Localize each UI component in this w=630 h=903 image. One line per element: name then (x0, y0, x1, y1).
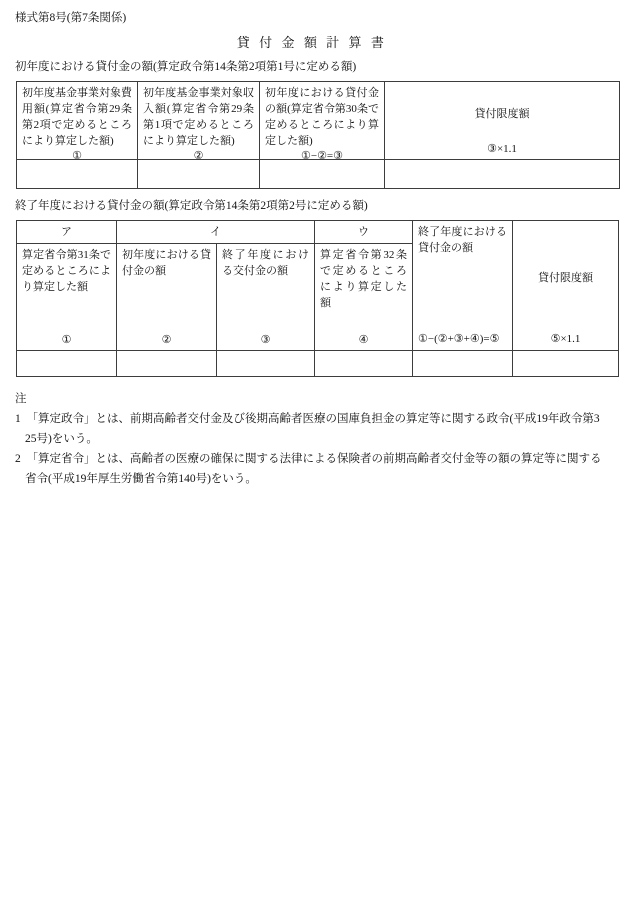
header-formula: ①−②=③ (301, 150, 343, 162)
table1-col3-header (260, 82, 385, 160)
note-line: 省令(平成19年厚生労働省令第140号)をいう。 (25, 473, 257, 485)
table1-limit-header (385, 82, 620, 160)
header-text: 初年度における貸付金の額(算定省令第30条で定めるところにより算定した額) (265, 87, 379, 147)
header-formula: ① (72, 150, 82, 162)
amount-cell[interactable] (385, 160, 620, 189)
table2-col3-header (217, 244, 315, 351)
section1-heading: 初年度における貸付金の額(算定政令第14条第2項第1号に定める額) (15, 61, 357, 73)
note-line: 25号)をいう。 (25, 433, 98, 445)
amount-cell[interactable] (513, 351, 619, 377)
header-text: 終了年度における交付金の額 (222, 249, 309, 277)
notes-label: 注 (15, 393, 27, 405)
notes-section (15, 389, 615, 489)
amount-cell[interactable] (315, 351, 413, 377)
header-text: 算定省令第31条で定めるところにより算定した額 (22, 249, 111, 293)
form-number-label: 様式第8号(第7条関係) (15, 12, 127, 24)
note-item (15, 409, 615, 449)
amount-cell[interactable] (117, 351, 217, 377)
header-formula: ① (61, 334, 72, 346)
document-title: 貸付金額計算書 (236, 35, 394, 50)
header-formula: ⑤×1.1 (550, 333, 581, 345)
group-header-a: ア (17, 221, 117, 244)
header-text: 初年度基金事業対象収入額(算定省令第29条第1項で定めるところにより算定した額) (143, 87, 254, 147)
header-text: 初年度における貸付金の額 (122, 249, 211, 277)
final-year-loan-table (16, 220, 619, 377)
note-line: 2 「算定省令」とは、高齢者の医療の確保に関する法律による保険者の前期高齢者交付金等の額の算定等に関する (15, 453, 602, 465)
note-item (15, 449, 615, 489)
header-formula: ③×1.1 (487, 143, 517, 155)
header-text: 貸付限度額 (474, 107, 530, 120)
table1-header-row (17, 82, 620, 160)
table2-group-header-row (17, 221, 619, 244)
table2-col4-header (315, 244, 413, 351)
header-formula: ④ (358, 334, 369, 346)
header-formula: ①−(②+③+④)=⑤ (418, 333, 500, 345)
note-line: 1 「算定政令」とは、前期高齢者交付金及び後期高齢者医療の国庫負担金の算定等に関する政令(平成19年政令第3 (15, 413, 600, 425)
section2-heading: 終了年度における貸付金の額(算定政令第14条第2項第2号に定める額) (15, 200, 368, 212)
amount-cell[interactable] (413, 351, 513, 377)
table2-col2-header (117, 244, 217, 351)
amount-cell[interactable] (217, 351, 315, 377)
header-formula: ② (161, 334, 172, 346)
header-text: 終了年度における貸付金の額 (418, 226, 507, 254)
header-text: 貸付限度額 (538, 272, 593, 284)
table2-final-loan-header (413, 221, 513, 351)
table2-col1-header (17, 244, 117, 351)
header-formula: ② (193, 150, 204, 162)
header-formula: ③ (260, 334, 271, 346)
first-year-loan-table (16, 81, 620, 189)
table2-value-row (17, 351, 619, 377)
group-header-i: イ (117, 221, 315, 244)
group-header-u: ウ (315, 221, 413, 244)
table1-col2-header (138, 82, 260, 160)
amount-cell[interactable] (17, 351, 117, 377)
table1-col1-header (17, 82, 138, 160)
header-text: 算定省令第32条で定めるところにより算定した額 (320, 249, 407, 309)
header-text: 初年度基金事業対象費用額(算定省令第29条第2項で定めるところにより算定した額) (22, 87, 132, 147)
table2-limit-header (513, 221, 619, 351)
